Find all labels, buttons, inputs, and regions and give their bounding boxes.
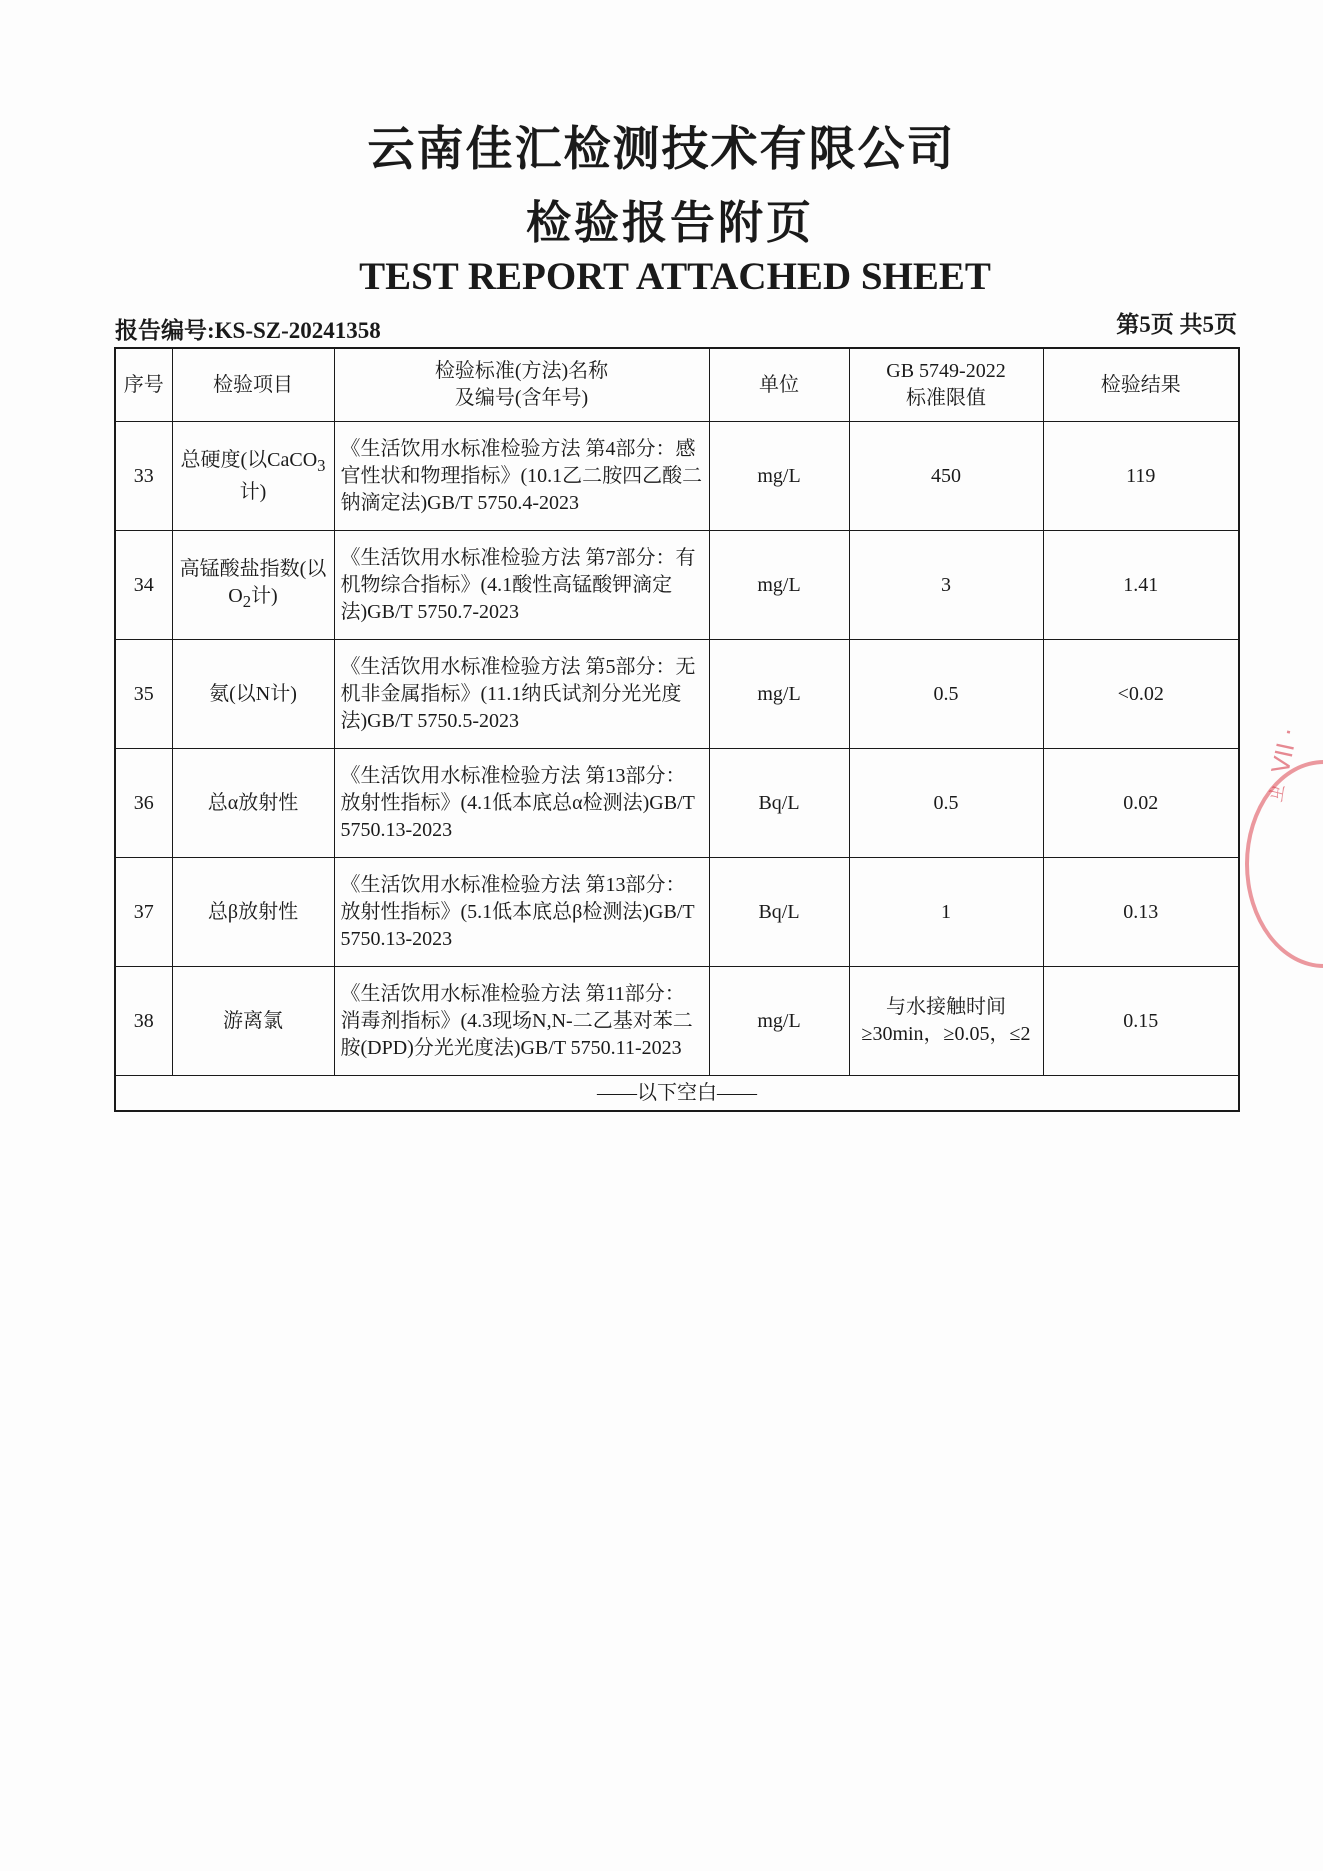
cell-unit: mg/L [709, 531, 849, 640]
cell-item: 氨(以N计) [172, 640, 334, 749]
cell-seq: 35 [115, 640, 172, 749]
cell-unit: mg/L [709, 967, 849, 1076]
cell-method: 《生活饮用水标准检验方法 第13部分：放射性指标》(5.1低本底总β检测法)GB/T 5750.13-2023 [334, 858, 709, 967]
cell-limit: 0.5 [849, 640, 1043, 749]
cell-seq: 38 [115, 967, 172, 1076]
table-header-row [115, 348, 1239, 422]
col-header-item: 检验项目 [172, 348, 334, 422]
col-header-method-line1: 检验标准(方法)名称 [434, 360, 609, 382]
cell-method: 《生活饮用水标准检验方法 第4部分：感官性状和物理指标》(10.1乙二胺四乙酸二钠滴定法)GB/T 5750.4-2023 [334, 422, 709, 531]
col-header-limit-line1: GB 5749-2022 [886, 360, 1006, 382]
cell-limit: 3 [849, 531, 1043, 640]
item-text: 高锰酸盐指数(以O [179, 557, 327, 607]
item-tail: 计) [239, 480, 267, 503]
page-number: 第5页 共5页 [1116, 312, 1237, 337]
item-text: 总硬度(以CaCO [180, 448, 318, 471]
cell-seq: 33 [115, 422, 172, 531]
cell-result: <0.02 [1043, 640, 1239, 749]
col-header-method-line2: 及编号(含年号) [454, 387, 589, 409]
cell-method: 《生活饮用水标准检验方法 第11部分：消毒剂指标》(4.3现场N,N-二乙基对苯二胺(DPD)分光光度法)GB/T 5750.11-2023 [334, 967, 709, 1076]
cell-unit: Bq/L [709, 858, 849, 967]
report-title-cn: 检验报告附页 [525, 196, 814, 249]
col-header-result: 检验结果 [1043, 348, 1239, 422]
table-row [115, 858, 1239, 967]
item-subscript: 3 [317, 455, 326, 475]
cell-limit: 与水接触时间≥30min，≥0.05，≤2 [849, 967, 1043, 1076]
cell-item [172, 422, 334, 531]
cell-method: 《生活饮用水标准检验方法 第7部分：有机物综合指标》(4.1酸性高锰酸钾滴定法)GB/T 5750.7-2023 [334, 531, 709, 640]
cell-result: 0.02 [1043, 749, 1239, 858]
col-header-limit-line2: 标准限值 [906, 387, 986, 409]
cell-limit: 1 [849, 858, 1043, 967]
cell-result: 0.15 [1043, 967, 1239, 1076]
col-header-seq: 序号 [115, 348, 172, 422]
table-row [115, 967, 1239, 1076]
col-header-limit [849, 348, 1043, 422]
cell-item: 总α放射性 [172, 749, 334, 858]
blank-below-note: ——以下空白—— [115, 1076, 1239, 1112]
results-table [114, 347, 1240, 1112]
cell-seq: 36 [115, 749, 172, 858]
cell-seq: 34 [115, 531, 172, 640]
cell-method: 《生活饮用水标准检验方法 第5部分：无机非金属指标》(11.1纳氏试剂分光光度法)GB/T 5750.5-2023 [334, 640, 709, 749]
report-title-en: TEST REPORT ATTACHED SHEET [359, 255, 991, 298]
cell-seq: 37 [115, 858, 172, 967]
item-tail: 计) [251, 584, 278, 607]
table-row [115, 531, 1239, 640]
table-row [115, 749, 1239, 858]
table-footer-row [115, 1076, 1239, 1112]
report-number: 报告编号:KS-SZ-20241358 [115, 318, 381, 343]
col-header-method [334, 348, 709, 422]
table-row [115, 640, 1239, 749]
cell-unit: mg/L [709, 640, 849, 749]
cell-unit: mg/L [709, 422, 849, 531]
table-row [115, 422, 1239, 531]
cell-limit: 450 [849, 422, 1043, 531]
col-header-unit: 单位 [709, 348, 849, 422]
cell-unit: Bq/L [709, 749, 849, 858]
cell-item: 游离氯 [172, 967, 334, 1076]
cell-result: 119 [1043, 422, 1239, 531]
cell-item: 总β放射性 [172, 858, 334, 967]
seal-stamp-text: ㄓ VII · [1259, 725, 1304, 808]
cell-item [172, 531, 334, 640]
item-subscript: 2 [242, 591, 252, 611]
cell-method: 《生活饮用水标准检验方法 第13部分：放射性指标》(4.1低本底总α检测法)GB/T 5750.13-2023 [334, 749, 709, 858]
cell-result: 1.41 [1043, 531, 1239, 640]
cell-limit: 0.5 [849, 749, 1043, 858]
cell-result: 0.13 [1043, 858, 1239, 967]
company-name: 云南佳汇检测技术有限公司 [367, 122, 956, 177]
